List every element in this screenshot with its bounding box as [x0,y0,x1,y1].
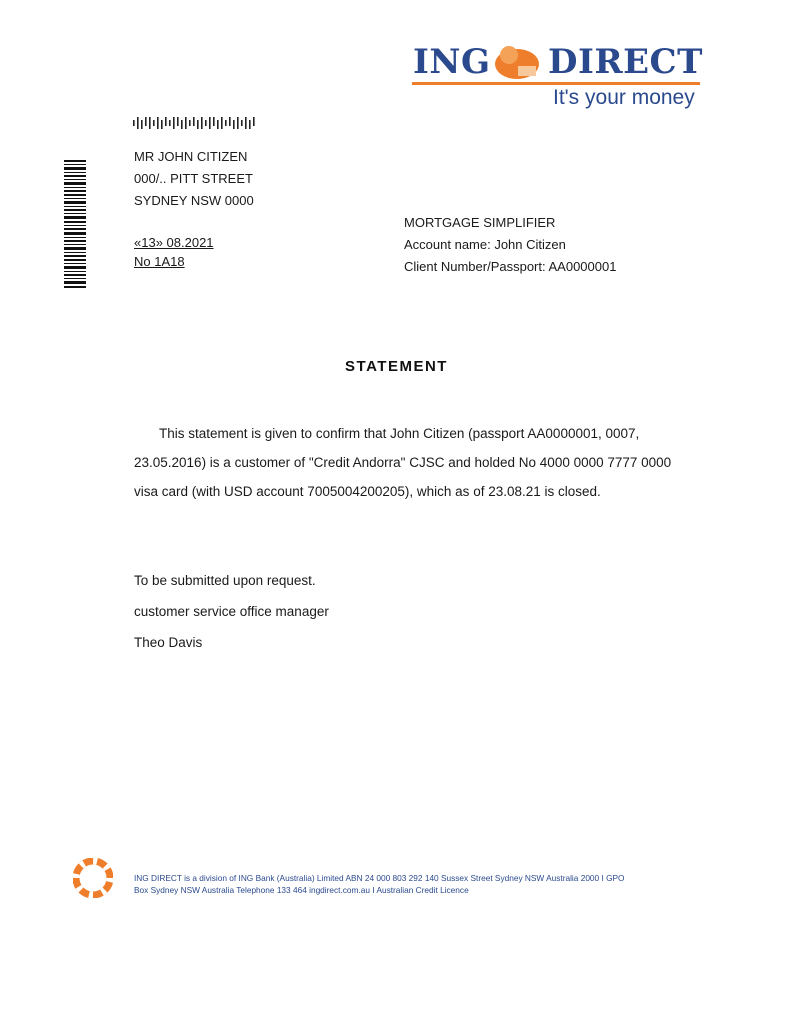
product-name: MORTGAGE SIMPLIFIER [404,215,556,230]
logo-underline [412,82,700,85]
logo-word-direct: DIRECT [548,42,703,82]
signatory-name: Theo Davis [134,635,203,650]
logo-tagline: It's your money [553,86,695,109]
postal-barcode [133,117,255,129]
recipient-street: 000/.. PITT STREET [134,171,253,186]
footer-line-1: ING DIRECT is a division of ING Bank (Australia) Limited ABN 24 000 803 292 140 Sussex Street Sydney NSW Australia 2000 I GPO [134,873,625,883]
statement-line-2: 23.05.2016) is a customer of "Credit Andorra" CJSC and holded No 4000 0000 7777 0000 [134,455,672,470]
side-barcode [64,160,86,290]
lion-icon [492,42,542,82]
recipient-city: SYDNEY NSW 0000 [134,193,254,208]
client-number: Client Number/Passport: AA0000001 [404,259,617,274]
footer-line-2: Box Sydney NSW Australia Telephone 133 464 ingdirect.com.au I Australian Credit Licence [134,885,469,895]
reference-date: «13» 08.2021 [134,235,214,250]
logo-word-ing: ING [413,42,491,82]
document-title: STATEMENT [345,358,448,375]
reference-number: No 1A18 [134,254,185,269]
recipient-name: MR JOHN CITIZEN [134,149,248,164]
account-name: Account name: John Citizen [404,237,566,252]
statement-line-3: visa card (with USD account 7005004200205), which as of 23.08.21 is closed. [134,484,601,499]
footer-lifebuoy-logo [73,858,113,898]
statement-line-1: This statement is given to confirm that John Citizen (passport AA0000001, 0007, [159,426,640,441]
closing-line: To be submitted upon request. [134,573,316,588]
signatory-role: customer service office manager [134,604,329,619]
